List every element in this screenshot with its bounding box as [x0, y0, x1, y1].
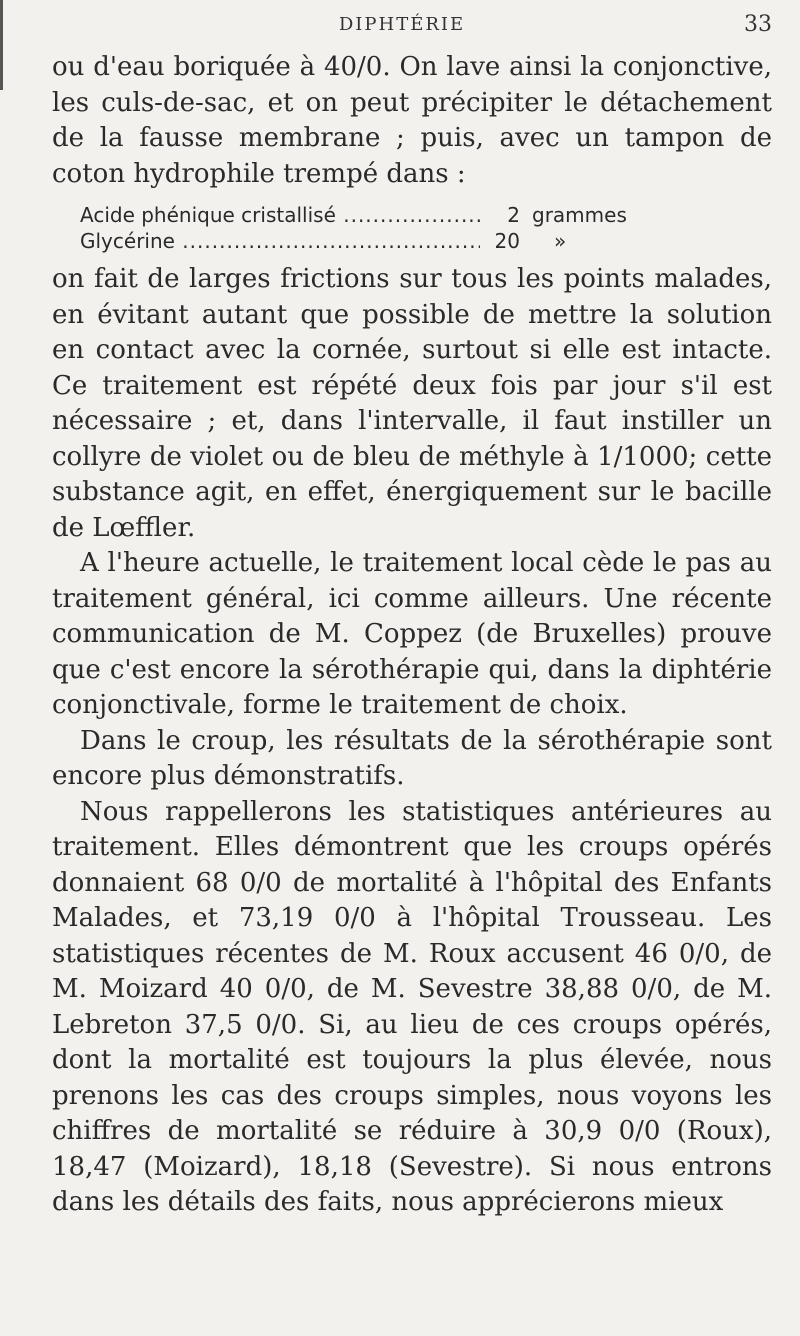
formula-unit: grammes — [532, 203, 627, 227]
formula-row — [80, 228, 640, 254]
formula-ingredient: Glycérine ..... — [80, 228, 480, 254]
formula-unit: » — [554, 229, 567, 253]
running-header — [52, 6, 772, 46]
formula-ingredient: Acide phénique cristallisé ..... — [80, 202, 480, 228]
paragraph-4: Dans le croup, les résultats de la sérothérapie sont encore plus démonstratifs. — [52, 725, 772, 791]
running-title: DIPHTÉRIE — [338, 14, 466, 35]
page-edge-shadow — [0, 0, 3, 90]
paragraph-2: on fait de larges frictions sur tous les points malades, en évitant autant que possible de mettre la solution en contact avec la cornée, surtout si elle est intacte. Ce traitement est répété deux fois par jour s'il est nécessaire ; et, dans l'intervalle, il faut instiller un collyre de violet ou de bleu de méthyle à 1/1000; cette substance agit, en effet, énergiquement sur le bacille de Lœffler. — [52, 264, 772, 543]
formula-quantity: 20 — [494, 229, 520, 253]
page-number: 33 — [744, 12, 772, 37]
formula-list — [80, 202, 772, 254]
paragraph-1: ou d'eau boriquée à 40/0. On lave ainsi la conjonctive, les culs-de-sac, et on peut précipiter le détachement de la fausse membrane ; puis, avec un tampon de coton hydrophile trempé dans : — [52, 52, 772, 189]
body-text — [52, 50, 772, 1221]
paragraph-3: A l'heure actuelle, le traitement local cède le pas au traitement général, ici comme ailleurs. Une récente communication de M. Coppez (de Bruxelles) prouve que c'est encore la sérothérapie qui, dans la diphtérie conjonctivale, forme le traitement de choix. — [52, 548, 772, 720]
formula-row — [80, 202, 640, 228]
formula-quantity: 2 — [507, 203, 520, 227]
paragraph-5: Nous rappellerons les statistiques antérieures au traitement. Elles démontrent que les croups opérés donnaient 68 0/0 de mortalité à l'hôpital des Enfants Malades, et 73,19 0/0 à l'hôpital Trousseau. Les statistiques récentes de M. Roux accusent 46 0/0, de M. Moizard 40 0/0, de M. Sevestre 38,88 0/0, de M. Lebreton 37,5 0/0. Si, au lieu de ces croups opérés, dont la mortalité est toujours la plus élevée, nous prenons les cas des croups simples, nous voyons les chiffres de mortalité se réduire à 30,9 0/0 (Roux), 18,47 (Moizard), 18,18 (Sevestre). Si nous entrons dans les détails des faits, nous apprécierons mieux — [52, 796, 772, 1217]
